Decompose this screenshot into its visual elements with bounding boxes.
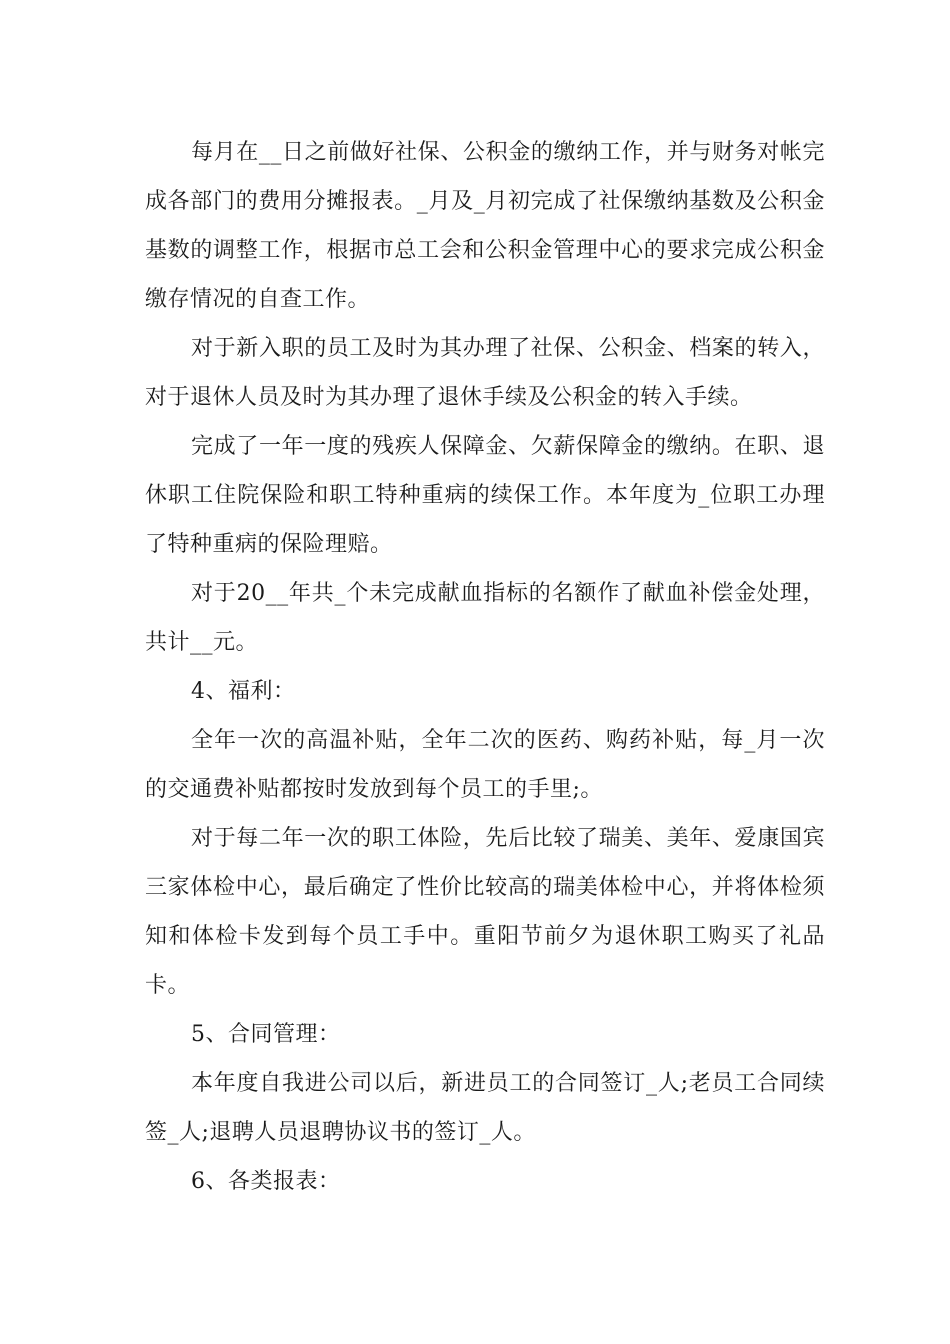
section-heading-reports: 6、各类报表：	[191, 1169, 341, 1194]
section-heading-welfare: 4、福利：	[191, 679, 296, 704]
paragraph-contracts: 本年度自我进公司以后，新进员工的合同签订_人;老员工合同续签_人;退聘人员退聘协议书的签订_人。	[145, 1071, 825, 1145]
paragraph-social-security: 每月在__日之前做好社保、公积金的缴纳工作，并与财务对帐完成各部门的费用分摊报表。_月及_月初完成了社保缴纳基数及公积金基数的调整工作，根据市总工会和公积金管理中心的要求完成公积金缴存情况的自查工作。	[145, 140, 825, 312]
document-body	[145, 128, 825, 1206]
paragraph-blood-donation: 对于20__年共_个未完成献血指标的名额作了献血补偿金处理，共计__元。	[145, 581, 825, 655]
section-heading-contracts: 5、合同管理：	[191, 1022, 341, 1047]
paragraph-subsidies: 全年一次的高温补贴，全年二次的医药、购药补贴，每_月一次的交通费补贴都按时发放到每个员工的手里;。	[145, 728, 825, 802]
paragraph-insurance: 完成了一年一度的残疾人保障金、欠薪保障金的缴纳。在职、退休职工住院保险和职工特种重病的续保工作。本年度为_位职工办理了特种重病的保险理赔。	[145, 434, 825, 557]
paragraph-onboarding: 对于新入职的员工及时为其办理了社保、公积金、档案的转入，对于退休人员及时为其办理了退休手续及公积金的转入手续。	[145, 336, 825, 410]
paragraph-health-check: 对于每二年一次的职工体险，先后比较了瑞美、美年、爱康国宾三家体检中心，最后确定了性价比较高的瑞美体检中心，并将体检须知和体检卡发到每个员工手中。重阳节前夕为退休职工购买了礼品卡。	[145, 826, 825, 998]
